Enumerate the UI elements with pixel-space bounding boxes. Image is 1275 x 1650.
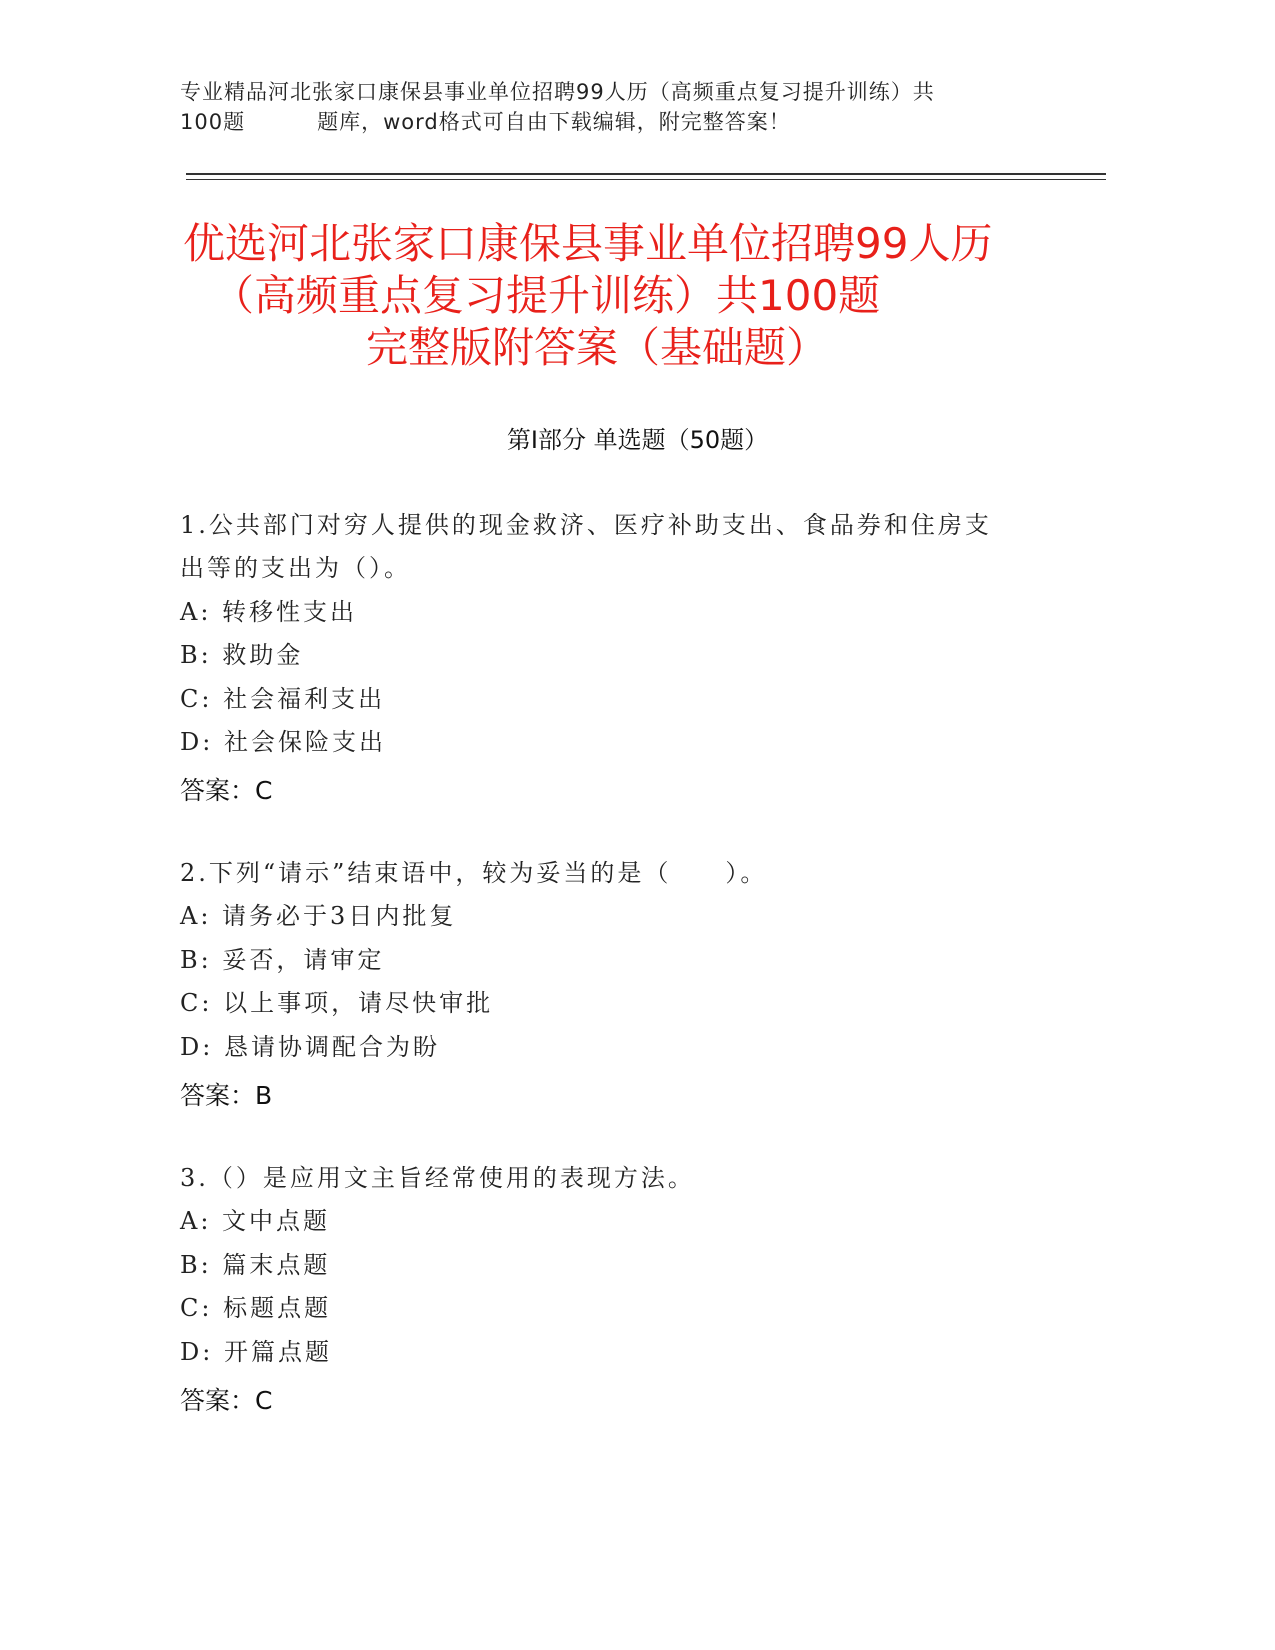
question-1-option-b: B: 救助金 <box>180 641 304 669</box>
question-2-option-d: D: 恳请协调配合为盼 <box>180 1033 440 1061</box>
question-3-option-a: A: 文中点题 <box>180 1207 331 1235</box>
question-1-stem-line-2: 出等的支出为（）。 <box>180 554 411 582</box>
header-line-2-count: 100题 <box>180 110 246 134</box>
question-1-option-d: D: 社会保险支出 <box>180 728 386 756</box>
doc-title-line-1: 优选河北张家口康保县事业单位招聘99人历 <box>183 219 993 268</box>
header-divider <box>186 173 1106 175</box>
question-2-option-b: B: 妥否，请审定 <box>180 946 385 974</box>
question-1-option-c: C: 社会福利支出 <box>180 685 386 713</box>
header-line-1: 专业精品河北张家口康保县事业单位招聘99人历（高频重点复习提升训练）共 <box>180 80 935 104</box>
question-3-option-d: D: 开篇点题 <box>180 1338 332 1366</box>
doc-title-line-3: 完整版附答案（基础题） <box>366 323 829 372</box>
header-line-2 <box>180 106 791 136</box>
section-heading: 第I部分 单选题（50题） <box>506 426 769 454</box>
question-2-option-a: A: 请务必于3日内批复 <box>180 902 457 930</box>
header-divider-thin <box>186 179 1106 180</box>
question-3-option-c: C: 标题点题 <box>180 1294 332 1322</box>
doc-title-line-2: （高频重点复习提升训练）共100题 <box>212 271 881 320</box>
question-3-answer: 答案：C <box>180 1386 273 1415</box>
question-1-answer: 答案：C <box>180 776 273 805</box>
question-3-option-b: B: 篇末点题 <box>180 1251 331 1279</box>
question-1-stem-line-1: 1.公共部门对穷人提供的现金救济、医疗补助支出、食品券和住房支 <box>180 511 992 539</box>
header-line-2-text: 题库，word格式可自由下载编辑，附完整答案！ <box>317 110 791 134</box>
question-3-stem: 3.（）是应用文主旨经常使用的表现方法。 <box>180 1164 695 1192</box>
question-1-option-a: A: 转移性支出 <box>180 598 358 626</box>
question-2-stem: 2.下列“请示”结束语中，较为妥当的是（ ）。 <box>180 859 768 887</box>
question-2-option-c: C: 以上事项，请尽快审批 <box>180 989 494 1017</box>
question-2-answer: 答案：B <box>180 1081 273 1110</box>
